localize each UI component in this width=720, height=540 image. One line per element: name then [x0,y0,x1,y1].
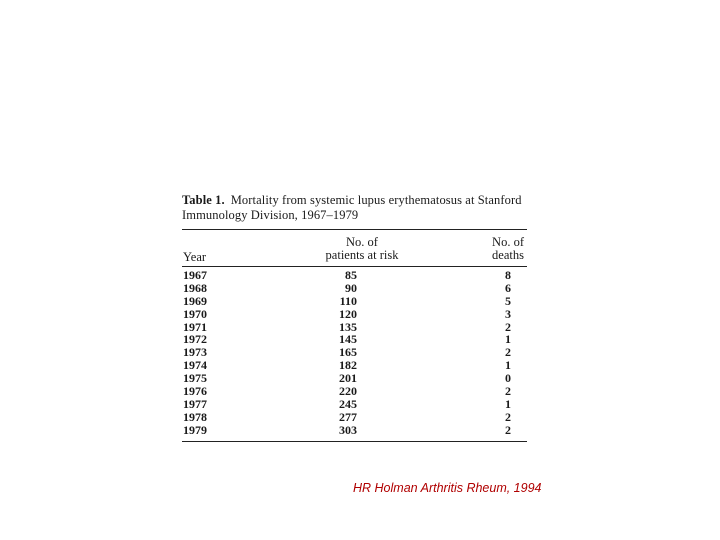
year-cell: 1967 [183,268,207,282]
table-body [182,267,527,441]
year-cell: 1976 [183,384,207,399]
year-cell: 1973 [183,345,207,360]
table-caption-label: Table 1. [182,193,225,207]
deaths-cell: 2 [505,409,511,424]
header-year: Year [183,250,207,264]
year-cell: 1977 [183,396,207,411]
deaths-cell: 1 [505,358,511,373]
patients-at-risk-cell: 277 [339,409,357,424]
table-row [182,424,527,437]
deaths-cell: 1 [505,332,511,347]
deaths-cell: 2 [505,422,511,437]
patients-at-risk-cell: 303 [339,422,357,437]
deaths-cell: 8 [505,268,511,282]
deaths-cell: 5 [505,293,511,308]
year-cell: 1970 [183,306,207,321]
table-row [182,308,527,321]
header-deaths-line1: No. of [492,235,524,249]
source-citation: HR Holman Arthritis Rheum, 1994 [353,481,542,495]
mortality-table [182,193,527,442]
patients-at-risk-cell: 90 [345,280,357,295]
year-cell: 1978 [183,409,207,424]
table-caption [182,193,527,223]
patients-at-risk-cell: 220 [339,384,357,399]
year-cell: 1968 [183,280,207,295]
year-cell: 1969 [183,293,207,308]
table-row [182,398,527,411]
header-patients-at-risk [307,236,417,262]
header-risk-line1: No. of [346,235,378,249]
patients-at-risk-cell: 85 [345,268,357,282]
deaths-cell: 1 [505,396,511,411]
patients-at-risk-cell: 245 [339,396,357,411]
table-row [182,282,527,295]
header-deaths [492,236,524,262]
table-row [182,269,527,282]
year-cell: 1971 [183,319,207,334]
table-header [182,230,527,266]
deaths-cell: 2 [505,319,511,334]
patients-at-risk-cell: 110 [339,293,357,308]
patients-at-risk-cell: 135 [339,319,357,334]
header-deaths-line2: deaths [492,248,524,262]
patients-at-risk-cell: 145 [339,332,357,347]
table-caption-text: Mortality from systemic lupus erythematosus at Stanford Immunology Division, 1967–1979 [182,193,522,222]
table-bottom-rule [182,441,527,442]
deaths-cell: 0 [505,371,511,386]
patients-at-risk-cell: 120 [339,306,357,321]
patients-at-risk-cell: 182 [339,358,357,373]
deaths-cell: 2 [505,384,511,399]
patients-at-risk-cell: 165 [339,345,357,360]
deaths-cell: 2 [505,345,511,360]
deaths-cell: 6 [505,280,511,295]
year-cell: 1974 [183,358,207,373]
year-cell: 1972 [183,332,207,347]
deaths-cell: 3 [505,306,511,321]
year-cell: 1975 [183,371,207,386]
patients-at-risk-cell: 201 [339,371,357,386]
table-row [182,295,527,308]
year-cell: 1979 [183,422,207,437]
table-row [182,411,527,424]
header-risk-line2: patients at risk [325,248,399,262]
table-row [182,385,527,398]
